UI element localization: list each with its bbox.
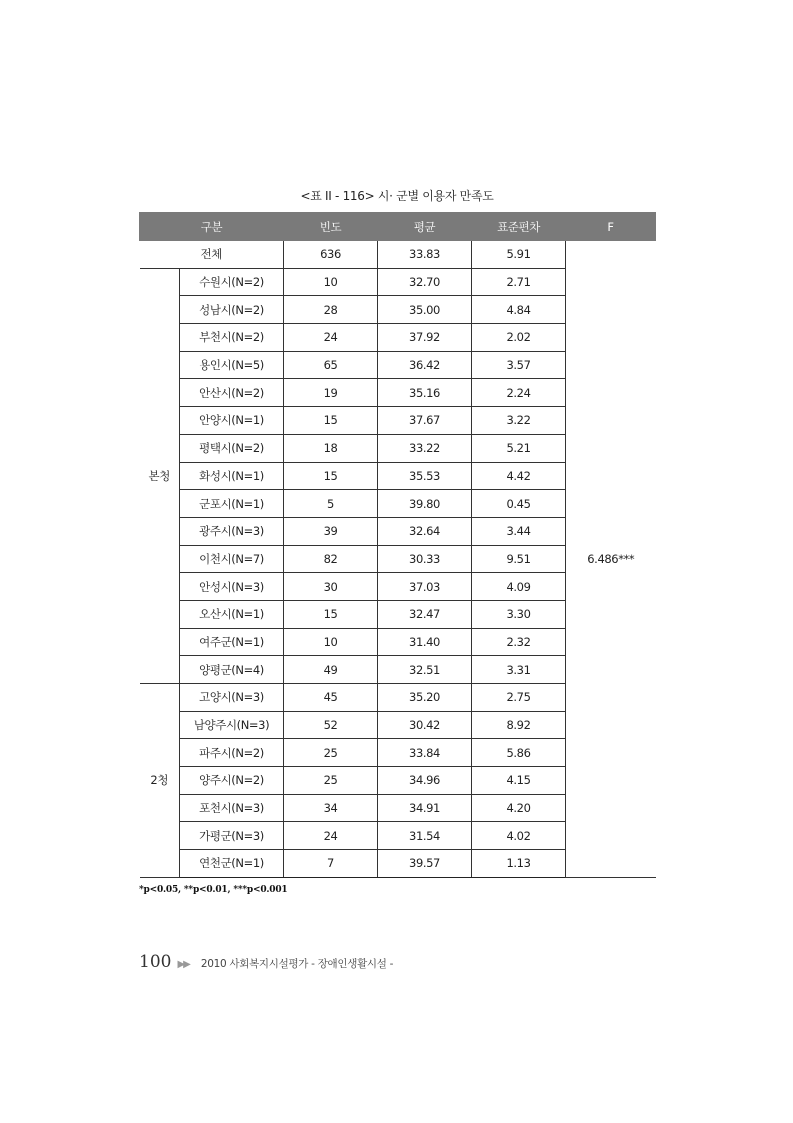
frequency-cell: 7: [284, 850, 378, 878]
region-label: 포천시(N=3): [180, 794, 284, 822]
sd-cell: 4.15: [472, 767, 566, 795]
significance-note: *p<0.05, **p<0.01, ***p<0.001: [139, 885, 288, 895]
region-label: 광주시(N=3): [180, 517, 284, 545]
sd-cell: 9.51: [472, 545, 566, 573]
frequency-cell: 49: [284, 656, 378, 684]
frequency-cell: 52: [284, 711, 378, 739]
page-number: 100: [139, 952, 172, 972]
arrow-icon: ▶▶: [177, 959, 189, 970]
mean-cell: 35.16: [378, 379, 472, 407]
frequency-cell: 65: [284, 351, 378, 379]
region-label: 여주군(N=1): [180, 628, 284, 656]
mean-cell: 33.84: [378, 739, 472, 767]
mean-cell: 31.40: [378, 628, 472, 656]
region-label: 고양시(N=3): [180, 684, 284, 712]
sd-cell: 2.32: [472, 628, 566, 656]
sd-cell: 3.57: [472, 351, 566, 379]
sd-cell: 0.45: [472, 490, 566, 518]
frequency-cell: 45: [284, 684, 378, 712]
mean-cell: 31.54: [378, 822, 472, 850]
frequency-cell: 5: [284, 490, 378, 518]
header-sd: 표준편차: [472, 213, 566, 241]
region-label: 군포시(N=1): [180, 490, 284, 518]
header-mean: 평균: [378, 213, 472, 241]
header-frequency: 빈도: [284, 213, 378, 241]
region-label: 안성시(N=3): [180, 573, 284, 601]
sd-cell: 4.02: [472, 822, 566, 850]
region-label: 양평군(N=4): [180, 656, 284, 684]
page-footer: [139, 952, 393, 972]
frequency-cell: 39: [284, 517, 378, 545]
frequency-cell: 28: [284, 296, 378, 324]
region-label: 남양주시(N=3): [180, 711, 284, 739]
region-label: 부천시(N=2): [180, 324, 284, 352]
frequency-cell: 10: [284, 268, 378, 296]
sd-cell: 4.20: [472, 794, 566, 822]
mean-cell: 35.00: [378, 296, 472, 324]
region-label: 안산시(N=2): [180, 379, 284, 407]
frequency-cell: 19: [284, 379, 378, 407]
sd-cell: 2.24: [472, 379, 566, 407]
mean-cell: 32.64: [378, 517, 472, 545]
sd-cell: 3.44: [472, 517, 566, 545]
region-label: 성남시(N=2): [180, 296, 284, 324]
total-sd: 5.91: [472, 241, 566, 269]
region-label: 수원시(N=2): [180, 268, 284, 296]
sd-cell: 2.75: [472, 684, 566, 712]
total-mean: 33.83: [378, 241, 472, 269]
sd-cell: 4.84: [472, 296, 566, 324]
region-label: 평택시(N=2): [180, 434, 284, 462]
mean-cell: 39.57: [378, 850, 472, 878]
frequency-cell: 15: [284, 462, 378, 490]
region-label: 가평군(N=3): [180, 822, 284, 850]
mean-cell: 32.51: [378, 656, 472, 684]
region-label: 이천시(N=7): [180, 545, 284, 573]
mean-cell: 35.53: [378, 462, 472, 490]
sd-cell: 2.71: [472, 268, 566, 296]
frequency-cell: 24: [284, 324, 378, 352]
frequency-cell: 34: [284, 794, 378, 822]
total-row: [140, 241, 656, 269]
total-frequency: 636: [284, 241, 378, 269]
mean-cell: 35.20: [378, 684, 472, 712]
mean-cell: 32.70: [378, 268, 472, 296]
sd-cell: 5.21: [472, 434, 566, 462]
sd-cell: 5.86: [472, 739, 566, 767]
mean-cell: 30.33: [378, 545, 472, 573]
mean-cell: 36.42: [378, 351, 472, 379]
mean-cell: 37.92: [378, 324, 472, 352]
sd-cell: 4.42: [472, 462, 566, 490]
sd-cell: 8.92: [472, 711, 566, 739]
region-label: 용인시(N=5): [180, 351, 284, 379]
frequency-cell: 82: [284, 545, 378, 573]
group-label: 2청: [140, 684, 180, 878]
region-label: 안양시(N=1): [180, 407, 284, 435]
frequency-cell: 10: [284, 628, 378, 656]
frequency-cell: 30: [284, 573, 378, 601]
table-caption: <표 II - 116> 시· 군별 이용자 만족도: [300, 189, 494, 203]
group-label: 본청: [140, 268, 180, 683]
region-label: 파주시(N=2): [180, 739, 284, 767]
sd-cell: 3.22: [472, 407, 566, 435]
table-header-row: [140, 213, 656, 241]
f-value: 6.486***: [566, 241, 656, 878]
book-title: 2010 사회복지시설평가 - 장애인생활시설 -: [200, 958, 394, 970]
frequency-cell: 18: [284, 434, 378, 462]
region-label: 화성시(N=1): [180, 462, 284, 490]
frequency-cell: 25: [284, 739, 378, 767]
region-label: 양주시(N=2): [180, 767, 284, 795]
sd-cell: 3.31: [472, 656, 566, 684]
table-body: [140, 241, 656, 878]
mean-cell: 37.03: [378, 573, 472, 601]
frequency-cell: 24: [284, 822, 378, 850]
region-label: 오산시(N=1): [180, 600, 284, 628]
sd-cell: 1.13: [472, 850, 566, 878]
frequency-cell: 15: [284, 407, 378, 435]
mean-cell: 30.42: [378, 711, 472, 739]
sd-cell: 4.09: [472, 573, 566, 601]
sd-cell: 3.30: [472, 600, 566, 628]
mean-cell: 33.22: [378, 434, 472, 462]
mean-cell: 37.67: [378, 407, 472, 435]
region-label: 연천군(N=1): [180, 850, 284, 878]
sd-cell: 2.02: [472, 324, 566, 352]
mean-cell: 34.96: [378, 767, 472, 795]
frequency-cell: 15: [284, 600, 378, 628]
satisfaction-table: [139, 212, 656, 878]
mean-cell: 34.91: [378, 794, 472, 822]
frequency-cell: 25: [284, 767, 378, 795]
header-f: F: [566, 213, 656, 241]
header-category: 구분: [140, 213, 284, 241]
total-label: 전체: [140, 241, 284, 269]
mean-cell: 32.47: [378, 600, 472, 628]
mean-cell: 39.80: [378, 490, 472, 518]
